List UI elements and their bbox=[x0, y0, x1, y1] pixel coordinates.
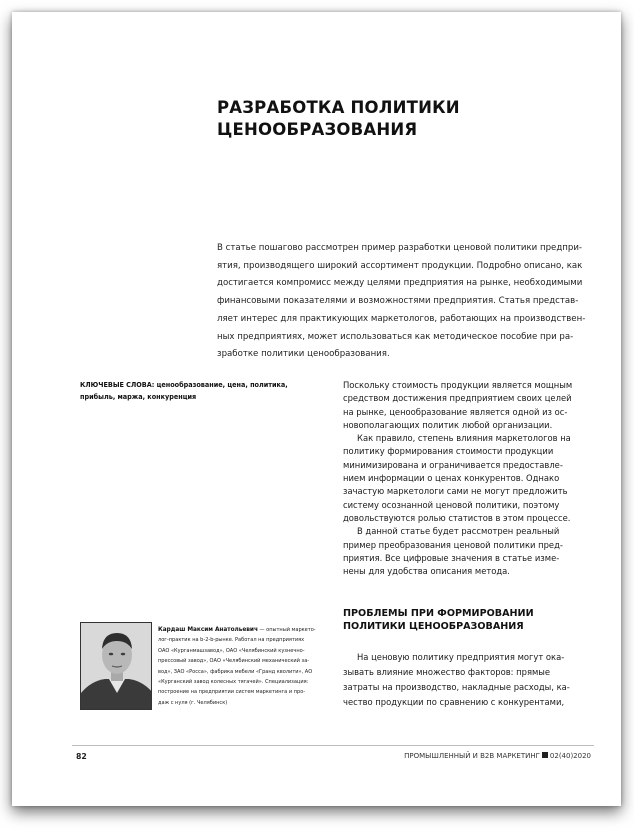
abstract-line: ятия, производящего широкий ассортимент продукции. Подробно описано, как bbox=[217, 260, 583, 271]
footer-divider bbox=[72, 745, 594, 746]
keywords-line: прибыль, маржа, конкуренция bbox=[80, 392, 197, 401]
author-bio-line: прессовый завод», ОАО «Челябинский механический за- bbox=[158, 658, 310, 665]
journal-footer bbox=[404, 752, 591, 760]
article-title bbox=[217, 97, 577, 141]
body-line: довольствуются ролью статистов в этом процессе. bbox=[343, 512, 571, 523]
author-bio-line: построение на предприятии систем маркетинга и про- bbox=[158, 689, 306, 696]
keywords bbox=[80, 379, 320, 403]
body-line: чество продукции по сравнению с конкурентами, bbox=[343, 697, 565, 707]
author-bio-line: ОАО «Курганмашзавод», ОАО «Челябинский кузнечно- bbox=[158, 647, 305, 654]
section-heading-line: ПРОБЛЕМЫ ПРИ ФОРМИРОВАНИИ bbox=[343, 608, 534, 619]
abstract-line: ляет интерес для практикующих маркетологов, работающих на производствен- bbox=[217, 313, 586, 324]
section-heading-line: ПОЛИТИКИ ЦЕНООБРАЗОВАНИЯ bbox=[343, 621, 524, 632]
body-line: минимизирована и ограничивается предоставле- bbox=[343, 459, 563, 470]
body-line: средством достижения предприятием своих целей bbox=[343, 393, 572, 404]
article-body bbox=[343, 379, 593, 578]
abstract-line: достигается компромисс между целями предприятия на рынке, необходимыми bbox=[217, 278, 583, 289]
body-line: пример преобразования ценовой политики пред- bbox=[343, 539, 563, 550]
author-bio-line: лог-практик на b-2-b-рынке. Работал на предприятиях bbox=[158, 637, 305, 644]
section-heading bbox=[343, 607, 593, 633]
page-number: 82 bbox=[76, 752, 87, 761]
body-line: зачастую маркетологи сами не могут предложить bbox=[343, 486, 568, 497]
abstract-line: зработке политики ценообразования. bbox=[217, 349, 390, 360]
journal-issue: 02(40)2020 bbox=[549, 752, 591, 760]
body-line: политику формирования стоимости продукции bbox=[343, 446, 554, 457]
author-bio-text: — опытный маркето- bbox=[257, 627, 316, 633]
article-title-line: ЦЕНООБРАЗОВАНИЯ bbox=[217, 120, 418, 139]
body-line: Поскольку стоимость продукции является мощным bbox=[343, 380, 573, 390]
body-line: Как правило, степень влияния маркетологов на bbox=[357, 433, 571, 444]
body-line: В данной статье будет рассмотрен реальный bbox=[357, 526, 560, 537]
author-photo bbox=[80, 622, 152, 710]
article-title-line: РАЗРАБОТКА ПОЛИТИКИ bbox=[217, 98, 460, 117]
author-bio bbox=[158, 624, 330, 708]
abstract-line: В статье пошагово рассмотрен пример разработки ценовой политики предпри- bbox=[217, 243, 583, 253]
author-bio-line: вод», ЗАО «Росса», фабрика мебели «Гранд кволити», АО bbox=[158, 668, 313, 675]
magazine-page bbox=[12, 12, 621, 806]
body-line: затраты на производство, накладные расходы, ка- bbox=[343, 682, 570, 692]
body-line: зывать влияние множество факторов: прямые bbox=[343, 667, 551, 677]
keywords-line: КЛЮЧЕВЫЕ СЛОВА: ценообразование, цена, политика, bbox=[80, 380, 288, 389]
author-name: Кардаш Максим Анатольевич bbox=[158, 625, 258, 633]
author-bio-line bbox=[158, 624, 330, 635]
abstract-line: финансовыми показателями и возможностями предприятия. Статья представ- bbox=[217, 296, 579, 307]
square-bullet-icon bbox=[542, 752, 548, 758]
body-line: На ценовую политику предприятия могут ока- bbox=[357, 652, 565, 662]
body-line: новополагающих политик любой организации. bbox=[343, 419, 553, 430]
abstract-line: ных предприятиях, может использоваться как методическое пособие при ра- bbox=[217, 331, 574, 342]
body-line: нены для удобства описания метода. bbox=[343, 566, 510, 577]
body-line: нием информации о ценах конкурентов. Однако bbox=[343, 473, 560, 484]
body-line: систему осознанной ценовой политики, поэтому bbox=[343, 499, 560, 510]
journal-title: ПРОМЫШЛЕННЫЙ И B2B МАРКЕТИНГ bbox=[404, 752, 540, 760]
author-portrait-image bbox=[81, 623, 152, 710]
author-bio-line: даж с нуля (г. Челябинск) bbox=[158, 699, 228, 706]
article-abstract bbox=[217, 240, 589, 364]
body-line: на рынке, ценообразование является одной из ос- bbox=[343, 406, 568, 417]
author-bio-line: «Курганский завод колесных тягачей». Специализация: bbox=[158, 679, 309, 686]
section-body bbox=[343, 650, 593, 710]
body-line: приятия. Все цифровые значения в статье изме- bbox=[343, 552, 560, 563]
